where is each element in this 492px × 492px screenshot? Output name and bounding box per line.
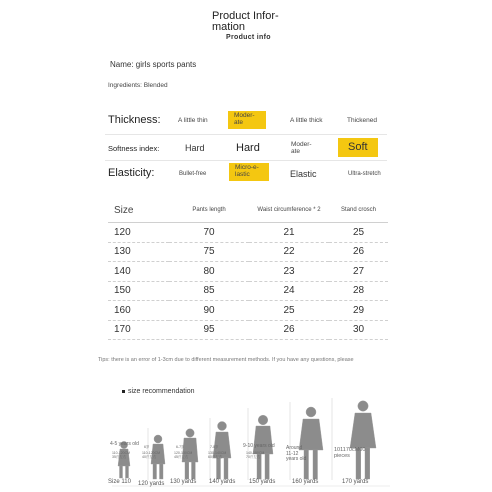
figure-detail-4: 130-140CM 60斤左右 [208,451,227,459]
title-line-1: Product Infor- [212,10,279,22]
table-cell: 120 [108,223,169,243]
softness-option-1: Hard [185,143,205,153]
table-cell: 150 [108,281,169,301]
softness-label: Softness index: [108,144,160,153]
table-header-row [108,198,388,223]
thickness-option-3: A little thick [290,117,323,124]
table-row [108,223,388,243]
table-cell: 30 [329,320,388,340]
softness-option-2: Hard [236,142,260,154]
elasticity-option-2: Micro-e- lastic [229,163,269,181]
figure-age-6: Around 11-12 years old [286,445,307,462]
table-cell: 28 [329,281,388,301]
table-row [108,301,388,321]
table-cell: 160 [108,301,169,321]
table-cell: 85 [169,281,249,301]
softness-option-3: Moder- ate [291,141,312,155]
figure-detail-2: 110-120CM 40斤左右 [142,451,161,459]
child-figure-6 [299,407,323,479]
size-label-1: Size 110 [108,479,131,485]
thickness-option-1: A little thin [178,117,208,124]
table-cell: 170 [108,320,169,340]
figure-age-2: 6岁 [144,445,150,449]
table-header-crotch: Stand crosch [329,198,388,223]
figure-age-1: 4-5 years old [110,441,139,447]
table-row [108,320,388,340]
size-table [108,198,388,340]
table-cell: 90 [169,301,249,321]
table-cell: 27 [329,262,388,282]
table-row [108,262,388,282]
table-header-length: Pants length [169,198,249,223]
table-cell: 140 [108,262,169,282]
thickness-option-4: Thickened [347,117,377,124]
figure-age-5: 9-10 years old [243,443,275,449]
table-cell: 21 [249,223,329,243]
page-subtitle: Product info [226,34,271,41]
table-cell: 26 [329,242,388,262]
divider [105,134,387,135]
table-cell: 29 [329,301,388,321]
size-label-4: 140 yards [209,479,236,485]
table-row [108,281,388,301]
size-label-3: 130 yards [170,479,197,485]
table-cell: 95 [169,320,249,340]
page-title [212,11,279,33]
thickness-option-2: Moder- ate [228,111,266,129]
figure-age-3: 6-7岁 [176,445,185,449]
table-row [108,242,388,262]
table-cell: 70 [169,223,249,243]
size-label-6: 160 yards [292,479,319,485]
figure-age-4: 7-8岁 [210,445,219,449]
table-cell: 25 [329,223,388,243]
table-cell: 75 [169,242,249,262]
title-line-2: mation [212,21,246,33]
elasticity-label: Elasticity: [108,167,155,179]
table-cell: 26 [249,320,329,340]
elasticity-option-3: Elastic [290,169,317,179]
figure-age-7: 101170cM00 pieces [334,447,366,459]
product-ingredients: Ingredients: Blended [108,82,168,89]
softness-option-4: Soft [338,138,378,157]
figure-detail-5: 140-150CM 70斤左右 [246,451,265,459]
table-cell: 24 [249,281,329,301]
table-cell: 22 [249,242,329,262]
table-header-waist: Waist circumference * 2 [249,198,329,223]
size-label-5: 150 yards [249,479,276,485]
size-recommendation-title [122,388,195,395]
figure-detail-3: 120-130CM 45斤左右 [174,451,193,459]
table-cell: 130 [108,242,169,262]
table-cell: 80 [169,262,249,282]
thickness-label: Thickness: [108,114,161,126]
size-recommendation-label: size recommendation [128,388,195,395]
bullet-icon [122,390,125,393]
figure-detail-1: 110-120CM 35斤左右 [112,451,131,459]
divider [105,160,387,161]
tips-text: Tips: there is an error of 1-3cm due to different measurement methods. If you have any questions, please [98,357,354,363]
table-cell: 25 [249,301,329,321]
size-label-7: 170 yards [342,479,369,485]
table-header-size: Size [108,198,169,223]
product-name: Name: girls sports pants [110,60,197,69]
elasticity-option-4: Ultra-stretch [348,171,381,177]
table-cell: 23 [249,262,329,282]
size-label-2: 120 yards [138,481,165,487]
elasticity-option-1: Bullet-free [179,171,207,177]
child-figure-7 [350,401,376,479]
